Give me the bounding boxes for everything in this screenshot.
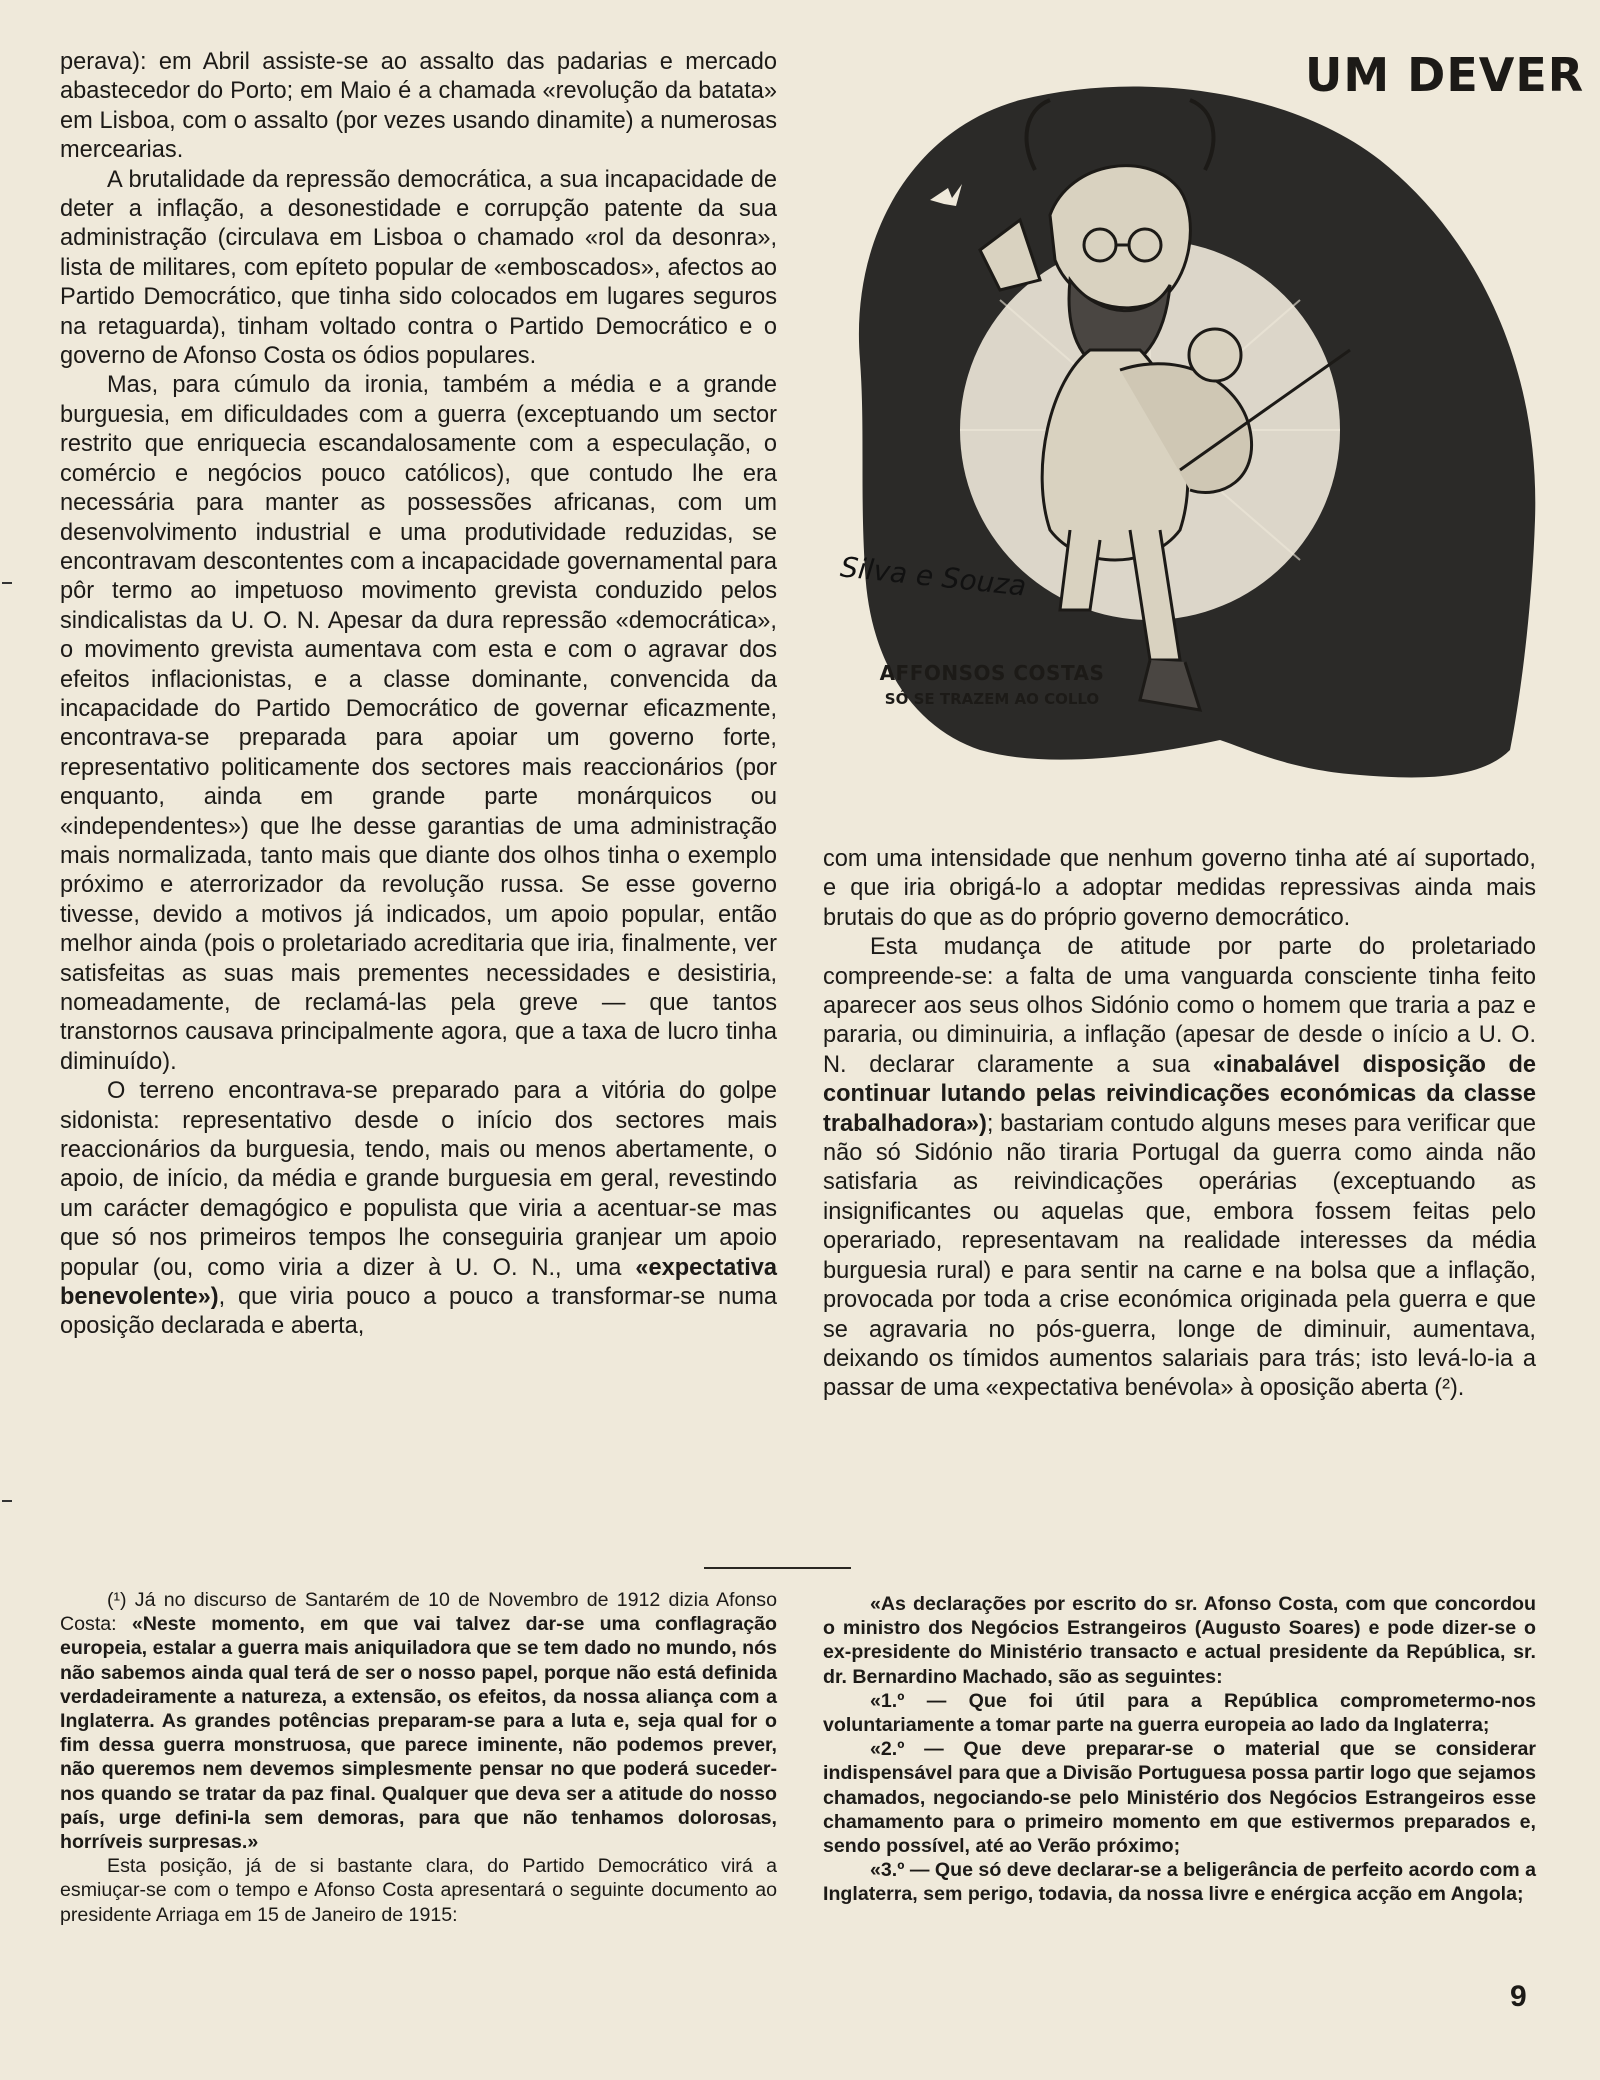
text-run: O terreno encontrava-se preparado para a vitória do golpe sidonista: representativo desde o início dos sectores mais reaccionários da burguesia, tendo, mais ou menos abertamente, o apoio, de início, da média e grande burguesia em geral, revestindo um carácter demagógico e populista que viria a acentuar-se mas que só nos primeiros tempos lhe conseguiria granjear um apoio popular (ou, como viria a dizer à U. O. N., uma (60, 1078, 777, 1281)
footnote-text: (¹) Já no discurso de Santarém de 10 de Novembro de 1912 dizia Afonso Costa: (60, 1589, 777, 1636)
text-run: , que viria pouco a pouco a transformar-se numa oposição declarada e aberta, (60, 1284, 777, 1340)
footnote (60, 1588, 777, 1854)
paragraph: com uma intensidade que nenhum governo tinha até aí suportado, e que iria obrigá-lo a adoptar medidas repressivas ainda mais brutais do que as do próprio governo democrático. (823, 846, 1536, 931)
footnote: Esta posição, já de si bastante clara, do Partido Democrático virá a esmiuçar-se com o tempo e Afonso Costa apresentará o seguinte documento ao presidente Arriaga em 15 de Janeiro de 1915: (60, 1855, 777, 1926)
paragraph (60, 1077, 777, 1342)
cartoon-title: UM DEVER (1305, 48, 1585, 102)
paragraph (823, 933, 1536, 1404)
margin-mark (2, 582, 12, 584)
footnote-divider (704, 1567, 851, 1569)
text-run: Esta mudança de atitude por parte do proletariado compreende-se: a falta de uma vanguarda consciente tinha feito aparecer aos seus olhos Sidónio como o homem que traria a paz e pararia, ou diminuiria, a inflação (apesar de desde o início a U. O. N. declarar claramente a sua (823, 934, 1536, 1078)
footnote: «3.º — Que só deve declarar-se a beligerância de perfeito acordo com a Inglaterra, sem perigo, todavia, da nossa livre e enérgica acção em Angola; (823, 1859, 1536, 1906)
footnote-quote: «Neste momento, em que vai talvez dar-se uma conflagração europeia, estalar a guerra mais aniquiladora que se tem dado no mundo, nós não sabemos ainda qual terá de ser o nosso papel, porque não está definida verdadeiramente a natureza, a extensão, os efeitos, da nossa aliança com a Inglaterra. As grandes potências preparam-se para a luta e, seja qual for o fim dessa guerra monstruosa, que parece iminente, não podemos prever, não queremos nem devemos simplesmente pensar no que poderá suceder-nos quando se tratar da paz final. Qualquer que deva ser a atitude do nosso país, urge defini-la sem demoras, para que não tenhamos dolorosas, horríveis surpresas.» (60, 1613, 777, 1854)
bold-quote: «inabalável disposição de continuar lutando pelas reivindicações económicas da classe trabalhadora») (823, 1051, 1537, 1137)
margin-mark (2, 1500, 12, 1502)
cartoon-caption (862, 660, 1122, 712)
page-number: 9 (1510, 1980, 1527, 2013)
footnotes-right (823, 1592, 1536, 1907)
artist-signature: Silva e Souza (838, 550, 1028, 603)
caption-line-2: SÓ SE TRAZEM AO COLLO (884, 690, 1100, 708)
text-run: ; bastariam contudo alguns meses para verificar que não só Sidónio não tiraria Portugal da guerra como ainda não satisfaria as reivindicações operárias (exceptuando as insignificantes ou aquelas que, embora fossem feitas pelo operariado, representavam na realidade interesses da média burguesia rural) e para sentir na carne e na bolsa que a inflação, provocada por toda a crise económica originada pela guerra e que se agravaria no pós-guerra, longe de diminuir, aumentava, deixando os tímidos aumentos salariais para trás; isto levá-lo-ia a passar de uma «expectativa benévola» à oposição aberta (²). (823, 1110, 1536, 1402)
caption-line-1: AFFONSOS COSTAS (879, 661, 1105, 685)
footnote: «2.º — Que deve preparar-se o material que se considerar indispensável para que a Divisão Portuguesa possa partir logo que sejamos chamados, negociando-se pelo Ministério dos Negócios Estrangeiros esse chamamento para o primeiro momento em que estivermos preparados e, sendo possível, até ao Verão próximo; (823, 1738, 1536, 1858)
footnote: «1.º — Que foi útil para a República comprometermo-nos voluntariamente a tomar parte na guerra europeia ao lado da Inglaterra; (823, 1689, 1536, 1737)
right-text-column (823, 845, 1536, 1404)
left-text-column (60, 48, 777, 1342)
bold-quote: «expectativa benevolente») (60, 1254, 777, 1311)
footnotes-left (60, 1588, 777, 1927)
paragraph: Mas, para cúmulo da ironia, também a média e a grande burguesia, em dificuldades com a guerra (exceptuando um sector restrito que enriquecia escandalosamente com a especulação, o comércio e negócios pouco católicos), que contudo lhe era necessária para manter as possessões africanas, com um desenvolvimento industrial e uma produtividade reduzidas, se encontravam descontentes com a incapacidade governamental para pôr termo ao impetuoso movimento grevista conduzido pelos sindicalistas da U. O. N. Apesar da dura repressão «democrática», o movimento grevista aumentava com esta e com o agravar dos efeitos inflacionistas, e a classe dominante, convencida da incapacidade do Partido Democrático de governar eficazmente, encontrava-se preparada para apoiar um governo forte, representativo politicamente dos sectores mais reaccionários (por enquanto, ainda em grande parte monárquicos ou «independentes») que lhe desse garantias de uma administração mais normalizada, tanto mais que diante dos olhos tinha o exemplo próximo e aterrorizador da revolução russa. Se esse governo tivesse, devido a motivos já indicados, um apoio popular, então melhor ainda (pois o proletariado acreditaria que iria, finalmente, ver satisfeitas as suas mais prementes necessidades e desistiria, nomeadamente, de reclamá-las pela greve — que tantos transtornos causava principalmente agora, que a taxa de lucro tinha diminuído). (60, 372, 777, 1075)
footnote: «As declarações por escrito do sr. Afonso Costa, com que concordou o ministro dos Negócios Estrangeiros (Augusto Soares) e pode dizer-se o ex-presidente do Ministério transacto e actual presidente da República, sr. dr. Bernardino Machado, são as seguintes: (823, 1593, 1536, 1688)
paragraph: perava): em Abril assiste-se ao assalto das padarias e mercado abastecedor do Porto; em Maio é a chamada «revolução da batata» em Lisboa, com o assalto (por vezes usando dinamite) a numerosas mercearias. (60, 49, 777, 164)
paragraph: A brutalidade da repressão democrática, a sua incapacidade de deter a inflação, a desonestidade e corrupção patente da sua administração (circulava em Lisboa o chamado «rol da desonra», lista de militares, com epíteto popular de «emboscados», afectos ao Partido Democrático, que tinha sido colocados em lugares seguros na retaguarda), tinham voltado contra o Partido Democrático e o governo de Afonso Costa os ódios populares. (60, 166, 777, 370)
